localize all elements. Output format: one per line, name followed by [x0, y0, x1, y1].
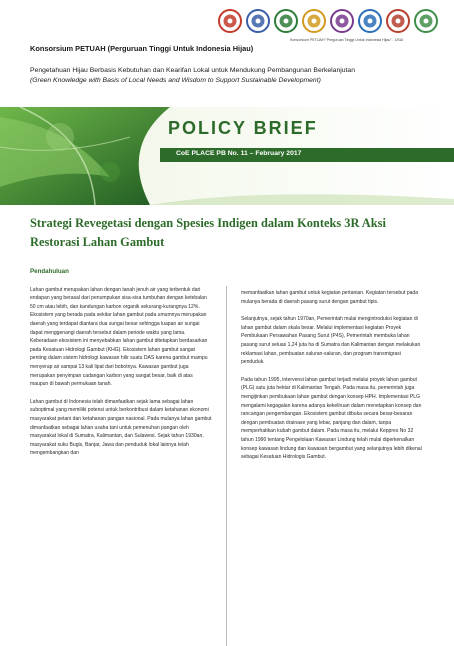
petuah-logo: [218, 9, 242, 33]
partner-logos: [218, 6, 448, 36]
university-seal-logo-1: [246, 9, 270, 33]
university-seal-logo-2: [274, 9, 298, 33]
policy-brief-title: POLICY BRIEF: [168, 118, 318, 138]
knowledge-statement: [30, 66, 410, 86]
university-seal-logo-3: [302, 9, 326, 33]
university-seal-logo-5: [358, 9, 382, 33]
university-seal-logo-7: [414, 9, 438, 33]
column-divider: [226, 286, 227, 646]
paragraph: Lahan gambut merupakan lahan dengan tanah jenuh air yang terbentuk dari endapan yang berasal dari penumpukan sisa-sisa tumbuhan dengan ketebalan 50 cm atau lebih, dan kandungan karbon organik sekurang-kurangnya 12%. Ekosistem yang berada pada sekitar lahan gambut pada umumnya merupakan daerah yang terdapat diantara dua sungai besar sehingga luapan air sungai dapat menggenangi daerah tersebut dalam periode waktu yang lama. Keberadaan ekosistem ini menyebabkan lahan gambut ditetapkan berdasarkan pada Kesatuan Hidrologi Gambut (KHG). Ekosistem lahan gambut sangat penting dalam sistem hidrologi kawasan hilir suatu DAS karena gambut mampu menyerap air sampai 13 kali lipat dari bobotnya. Kawasan gambut juga merupakan penyimpan cadangan karbon yang sangat besar, baik di atas maupun di bawah permukaan tanah.: [30, 286, 208, 388]
left-column: [30, 268, 212, 467]
paragraph: Selanjutnya, sejak tahun 1970an, Pemerintah mulai mengintroduksi kegiatan di lahan gambut dalam skala besar. Melalui implementasi kegiatan Proyek Pembukaan Persawahan Pasang Surut (P4S), Pemerintah membuka lahan pasang surut seluas 1,24 juta ha di Sumatra dan Kalimantan dengan melakukan reklamasi lahan, pembuatan saluran-saluran, dan program transmigrasi penduduk.: [241, 316, 421, 366]
article-title: Strategi Revegetasi dengan Spesies Indigen dalam Konteks 3R Aksi Restorasi Lahan Gambut: [30, 216, 386, 249]
university-seal-logo-6: [386, 9, 410, 33]
logos-caption: Konsorsium PETUAH "Perguruan Tinggi Untuk Indonesia Hijau" - USAI: [290, 38, 404, 42]
paragraph: Lahan gambut di Indonesia telah dimanfaatkan sejak lama sebagai lahan suboptimal yang memiliki potensi untuk berkontribusi dalam ketahanan ekonomi masyarakat petani dan ketahanan pangan nasional. Pada mulanya lahan gambut dimanfaatkan sebagai lahan usaha tani untuk pemenuhan pangan oleh masyarakat lokal di Sumatra, Kalimantan, dan Sulawesi. Sejak tahun 1930an, masyarakat suku Bugis, Banjar, Jawa dan penduduk lokal lainnya telah mengembangkan dan: [30, 398, 212, 457]
knowledge-statement-id: Pengetahuan Hijau Berbasis Kebutuhan dan Kearifan Lokal untuk Mendukung Pembangunan Berkelanjutan: [30, 67, 355, 74]
policy-brief-number: CoE PLACE PB No. 11 – February 2017: [176, 150, 302, 157]
consortium-name: Konsorsium PETUAH (Perguruan Tinggi Untuk Indonesia Hijau): [30, 44, 254, 53]
university-seal-logo-4: [330, 9, 354, 33]
paragraph: memanfaatkan lahan gambut untuk kegiatan pertanian. Kegiatan tersebut pada mulanya berada di daerah pasang surut dengan gambut tipis.: [241, 290, 419, 305]
right-column: [241, 289, 423, 471]
paragraph: Pada tahun 1995, intervensi lahan gambut terjadi melalui proyek lahan gambut (PLG) satu juta hektar di Kalimantan Tengah. Pada masa itu, pemerintah juga mengijinkan pembukaan lahan gambut dengan konsep HPH. Implementasi PLG mengalami kegagalan karena adanya kekeliruan dalam menetapkan konsep dan rancangan pengembangan. Ekosistem gambut dibuka secara besar-besaran dengan pembuatan drainase yang lebar, panjang dan dalam, tanpa memperhatikan kubah gambut dalam. Pada masa itu, melalui Keppres No 32 tahun 1990 tentang Pengelolaan Kawasan Lindung telah mulai diperkenalkan konsep kawasan lindung dan kawasan bergambut yang selanjutnya lebih dikenal sebagai Kesatuan Hidrologis Gambut.: [241, 376, 422, 461]
section-heading-pendahuluan: Pendahuluan: [30, 268, 69, 275]
knowledge-statement-en: (Green Knowledge with Basis of Local Needs and Wisdom to Support Sustainable Development): [30, 77, 321, 84]
